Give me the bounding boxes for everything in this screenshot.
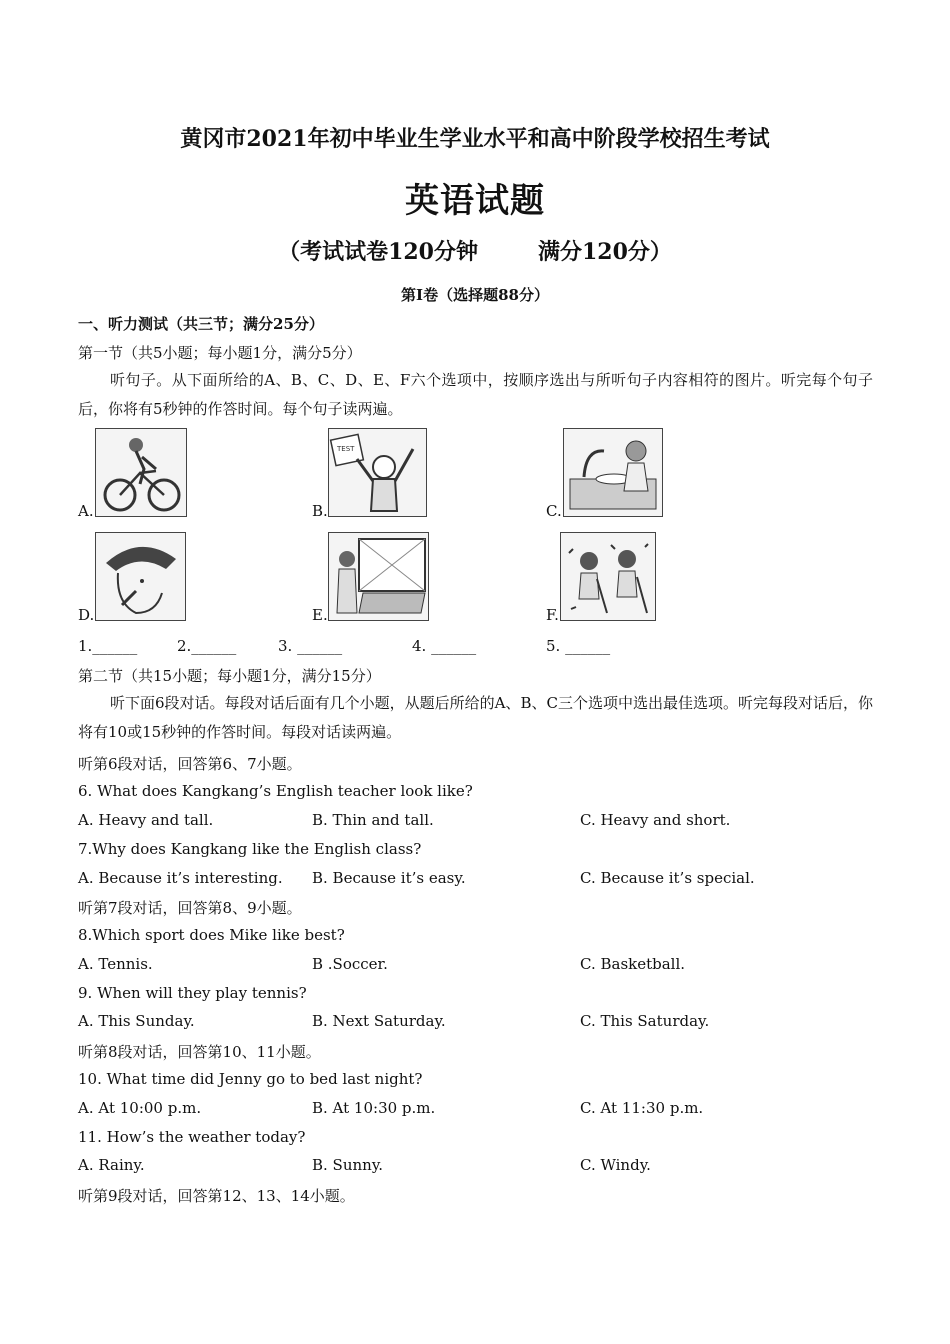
part-heading: 第I卷（选择题88分） (401, 286, 549, 304)
subject-title: 英语试题 (405, 181, 545, 221)
answer-blank-4: 4. ______ (412, 637, 477, 655)
question-7: 7.Why does Kangkang like the English class? (78, 840, 422, 858)
picture-label: D. (78, 606, 95, 624)
dialog-7-heading: 听第7段对话，回答第8、9小题。 (78, 899, 302, 917)
option-b: B .Soccer. (312, 955, 388, 973)
answer-blank-5: 5. ______ (546, 637, 611, 655)
instructions-2: 听下面6段对话。每段对话后面有几个小题，从题后所给的A、B、C三个选项中选出最佳选项。听完每段对话后，你将有10或15秒钟的作答时间。每段对话读两遍。 (78, 694, 873, 741)
subsection-2: 第二节（共15小题；每小题1分，满分15分） (78, 667, 381, 685)
option-b: B. Because it’s easy. (312, 869, 466, 887)
girl-at-window-picture (328, 532, 429, 621)
question-10: 10. What time did Jenny go to bed last night? (78, 1070, 423, 1088)
question-11: 11. How’s the weather today? (78, 1128, 306, 1146)
picture-label: E. (312, 606, 328, 624)
picture-label: F. (546, 606, 559, 624)
option-a: A. Heavy and tall. (78, 811, 214, 829)
children-sweeping-leaves-picture (560, 532, 656, 621)
subsection-1: 第一节（共5小题；每小题1分，满分5分） (78, 344, 362, 362)
instructions-1: 听句子。从下面所给的A、B、C、D、E、F六个选项中，按顺序选出与所听句子内容相符的图片。听完每个句子后，你将有5秒钟的作答时间。每个句子读两遍。 (78, 371, 873, 418)
option-a: A. This Sunday. (78, 1012, 195, 1030)
option-b: B. Next Saturday. (312, 1012, 446, 1030)
option-b: B. Sunny. (312, 1156, 384, 1174)
cyclist-picture (95, 428, 187, 517)
question-8: 8.Which sport does Mike like best? (78, 926, 345, 944)
answer-blank-1: 1.______ (78, 637, 138, 655)
time-info: （考试试卷120分钟 (278, 239, 478, 265)
picture-label: A. (78, 502, 94, 520)
question-9: 9. When will they play tennis? (78, 984, 307, 1002)
man-with-pipe-picture (95, 532, 186, 621)
answer-blank-2: 2.______ (177, 637, 237, 655)
option-b: B. At 10:30 p.m. (312, 1099, 436, 1117)
dialog-9-heading: 听第9段对话，回答第12、13、14小题。 (78, 1187, 355, 1205)
svg-text:TEST: TEST (337, 445, 355, 453)
option-c: C. At 11:30 p.m. (580, 1099, 704, 1117)
picture-label: B. (312, 502, 328, 520)
dialog-6-heading: 听第6段对话，回答第6、7小题。 (78, 755, 302, 773)
option-a: A. Tennis. (78, 955, 153, 973)
section-heading: 一、听力测试（共三节；满分25分） (78, 315, 324, 333)
option-c: C. Because it’s special. (580, 869, 755, 887)
boy-with-test-report-picture (328, 428, 427, 517)
option-b: B. Thin and tall. (312, 811, 434, 829)
answer-blank-3: 3. ______ (278, 637, 343, 655)
option-c: C. Heavy and short. (580, 811, 731, 829)
option-c: C. This Saturday. (580, 1012, 710, 1030)
score-info: 满分120分） (538, 239, 672, 265)
option-a: A. Because it’s interesting. (78, 869, 283, 887)
option-a: A. Rainy. (78, 1156, 145, 1174)
question-6: 6. What does Kangkang’s English teacher look like? (78, 782, 473, 800)
option-a: A. At 10:00 p.m. (78, 1099, 202, 1117)
picture-label: C. (546, 502, 562, 520)
exam-title: 黄冈市2021年初中毕业生学业水平和高中阶段学校招生考试 (180, 126, 770, 152)
option-c: C. Windy. (580, 1156, 651, 1174)
dialog-8-heading: 听第8段对话，回答第10、11小题。 (78, 1043, 321, 1061)
option-c: C. Basketball. (580, 955, 686, 973)
girl-washing-hands-picture (563, 428, 663, 517)
exam-info (0, 235, 950, 266)
